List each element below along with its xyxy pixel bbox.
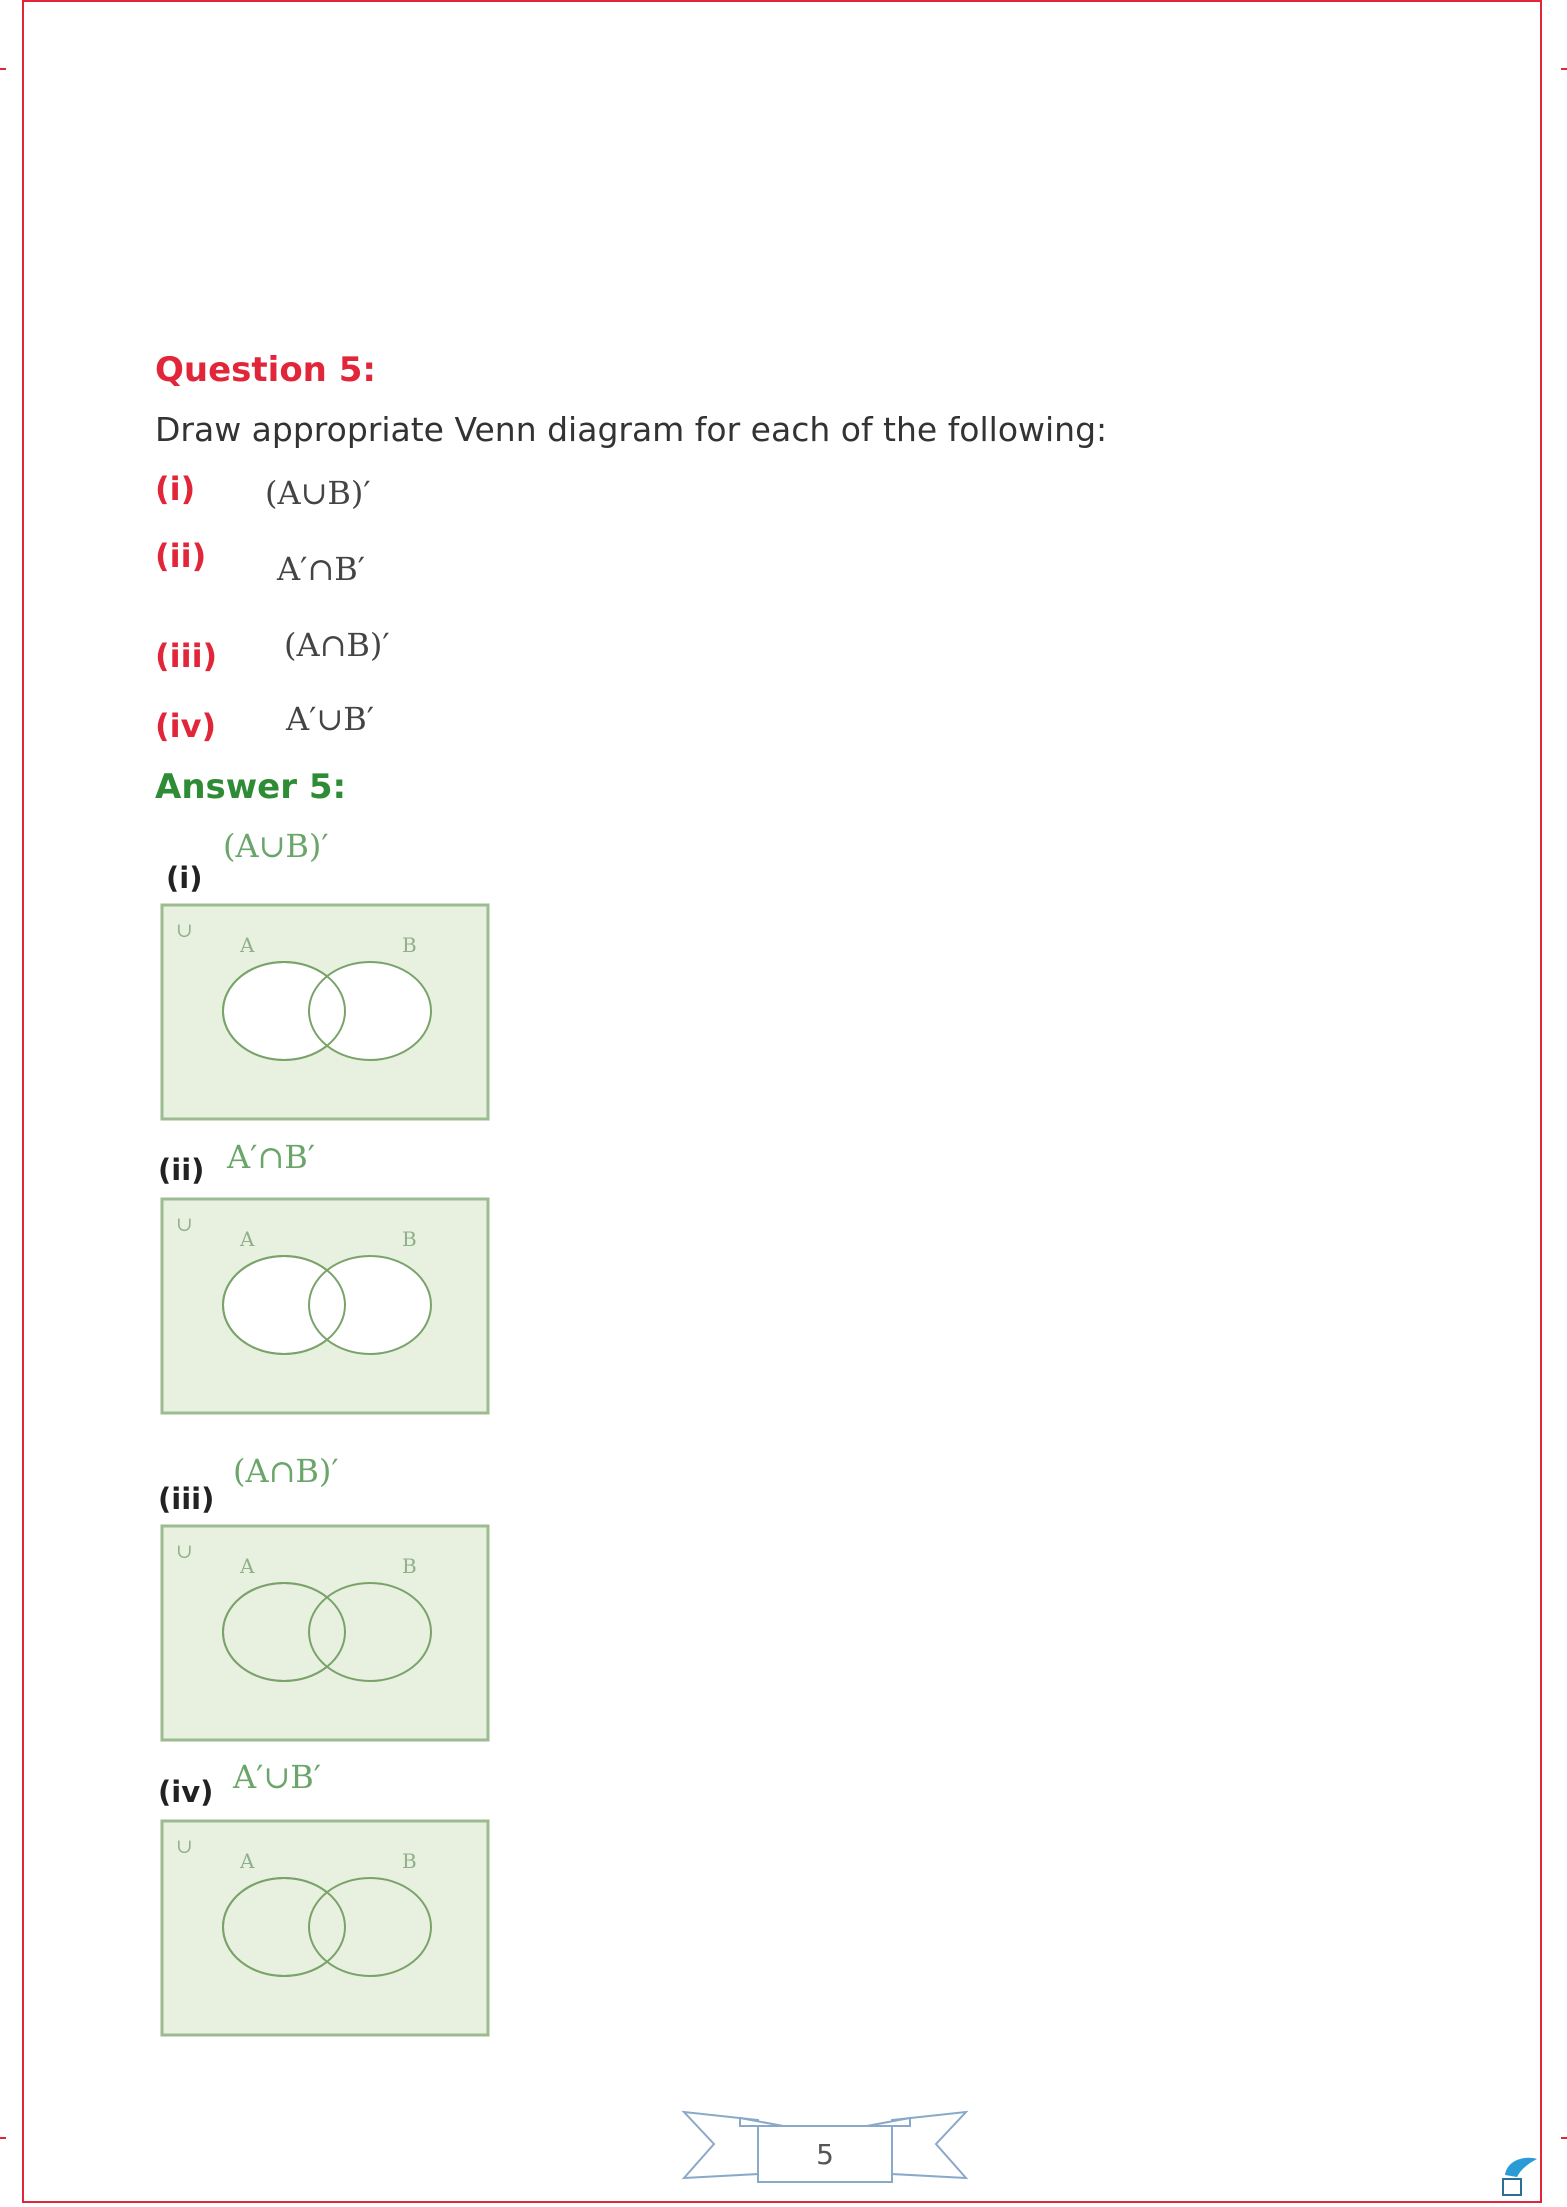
question-item-label: (iv) [155, 707, 217, 745]
answer-item-expr: A′∪B′ [233, 1758, 321, 1796]
venn-diagram [160, 1197, 490, 1415]
answer-item-label: (iii) [158, 1482, 215, 1516]
question-item-label: (ii) [155, 537, 207, 575]
question-text: Draw appropriate Venn diagram for each of the following: [155, 410, 1108, 449]
answer-item-expr: (A∪B)′ [223, 827, 329, 865]
set-b-label: B [402, 933, 417, 957]
question-title: Question 5: [155, 350, 376, 390]
set-a-label: A [240, 1227, 255, 1251]
page-number-ribbon [680, 2104, 970, 2186]
set-b-label: B [402, 1849, 417, 1873]
answer-item-expr: (A∩B)′ [233, 1452, 339, 1490]
set-b-label: B [402, 1227, 417, 1251]
set-a-label: A [240, 1849, 255, 1873]
set-a-label: A [240, 1554, 255, 1578]
venn-diagram [160, 1819, 490, 2037]
answer-title: Answer 5: [155, 767, 347, 807]
universal-symbol: ∪ [176, 1539, 193, 1563]
answer-item-expr: A′∩B′ [227, 1138, 315, 1176]
question-item-label: (i) [155, 470, 196, 508]
question-item-expr: (A∪B)′ [265, 474, 371, 512]
margin-tick [0, 68, 6, 70]
margin-tick [1561, 2137, 1567, 2139]
universal-symbol: ∪ [176, 1834, 193, 1858]
venn-diagram [160, 903, 490, 1121]
venn-diagram [160, 1524, 490, 1742]
margin-tick [0, 2137, 6, 2139]
question-item-label: (iii) [155, 637, 218, 675]
margin-tick [1561, 68, 1567, 70]
set-a-label: A [240, 933, 255, 957]
page-number: 5 [816, 2138, 834, 2171]
question-item-expr: A′∩B′ [277, 550, 365, 588]
answer-item-label: (iv) [158, 1775, 214, 1809]
universal-symbol: ∪ [176, 918, 193, 942]
logo-swoosh-icon [1505, 2158, 1537, 2177]
answer-item-label: (i) [166, 861, 203, 895]
set-b-label: B [402, 1554, 417, 1578]
question-item-expr: A′∪B′ [286, 700, 374, 738]
question-item-expr: (A∩B)′ [284, 626, 390, 664]
logo-book-icon [1503, 2179, 1521, 2195]
publisher-logo [1499, 2153, 1541, 2199]
universal-symbol: ∪ [176, 1212, 193, 1236]
answer-item-label: (ii) [158, 1153, 205, 1187]
